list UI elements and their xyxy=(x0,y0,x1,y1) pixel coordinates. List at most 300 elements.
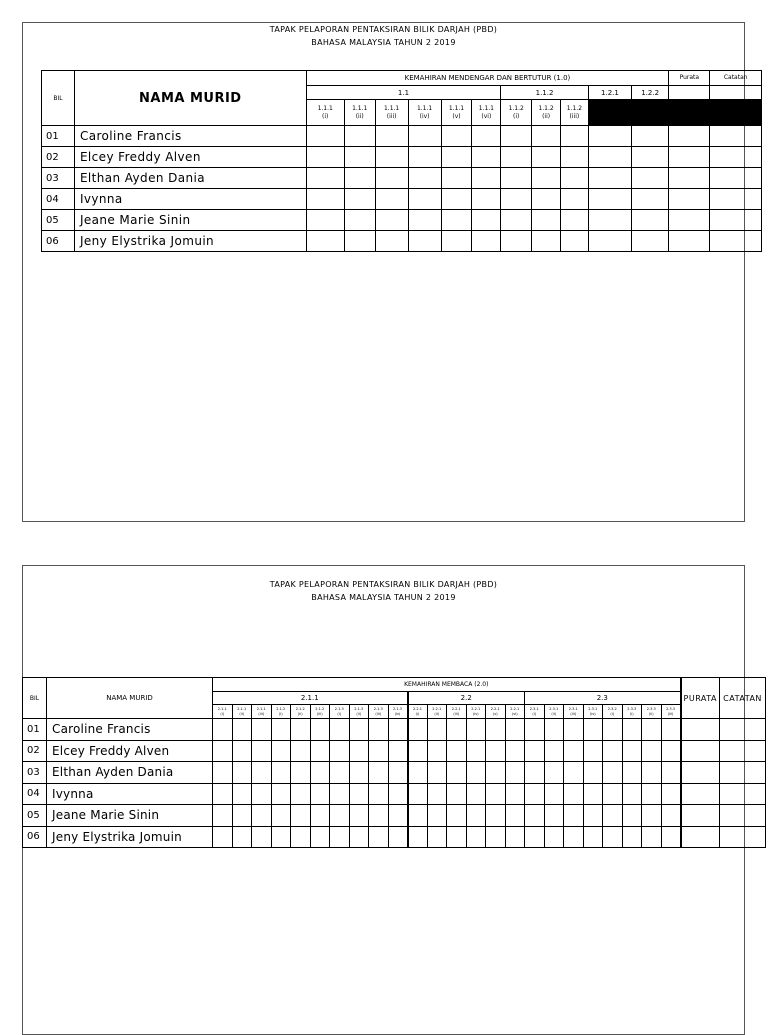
sub-skill-roman: (ii) xyxy=(239,711,245,716)
score-cell[interactable] xyxy=(213,740,233,762)
score-cell[interactable] xyxy=(642,805,662,827)
score-cell[interactable] xyxy=(349,719,369,741)
score-cell[interactable] xyxy=(642,783,662,805)
score-cell[interactable] xyxy=(564,826,584,848)
score-cell[interactable] xyxy=(271,826,291,848)
sub-skill-code: 1.1.2 xyxy=(538,104,554,112)
score-cell[interactable] xyxy=(583,719,603,741)
score-cell[interactable] xyxy=(447,805,467,827)
score-cell[interactable] xyxy=(306,147,344,168)
score-cell[interactable] xyxy=(505,805,525,827)
score-cell[interactable] xyxy=(408,805,428,827)
score-cell[interactable] xyxy=(505,719,525,741)
sub-skill-code: 2.2.1 xyxy=(471,706,481,711)
score-cell[interactable] xyxy=(661,740,681,762)
score-cell[interactable] xyxy=(588,168,631,189)
score-cell[interactable] xyxy=(642,826,662,848)
score-cell[interactable] xyxy=(441,189,472,210)
score-cell[interactable] xyxy=(564,783,584,805)
score-cell[interactable] xyxy=(252,740,272,762)
score-cell[interactable] xyxy=(388,762,408,784)
score-cell[interactable] xyxy=(603,719,623,741)
table-row xyxy=(23,740,766,762)
sub-skill-header xyxy=(310,705,330,719)
sub-skill-code: 2.1.3 xyxy=(354,706,364,711)
score-cell[interactable] xyxy=(588,231,631,252)
score-cell[interactable] xyxy=(408,168,441,189)
score-cell[interactable] xyxy=(447,740,467,762)
score-cell[interactable] xyxy=(561,210,589,231)
score-cell[interactable] xyxy=(310,783,330,805)
table-row xyxy=(42,189,762,210)
score-cell[interactable] xyxy=(603,826,623,848)
score-cell[interactable] xyxy=(501,126,532,147)
score-cell[interactable] xyxy=(622,740,642,762)
sub-skill-code: 1.1.1 xyxy=(317,104,333,112)
score-cell[interactable] xyxy=(501,210,532,231)
score-cell[interactable] xyxy=(375,168,408,189)
sub-skill-roman: (iii) xyxy=(569,112,580,120)
score-cell[interactable] xyxy=(310,740,330,762)
score-cell[interactable] xyxy=(306,231,344,252)
score-cell[interactable] xyxy=(369,783,389,805)
score-cell[interactable] xyxy=(486,719,506,741)
sub-skill-roman: (iv) xyxy=(394,711,401,716)
score-cell[interactable] xyxy=(427,783,447,805)
sub-skill-roman: (iv) xyxy=(472,711,479,716)
group-2-2: 2.2 xyxy=(408,692,525,705)
score-cell[interactable] xyxy=(472,168,501,189)
student-number: 04 xyxy=(23,783,47,805)
score-cell[interactable] xyxy=(603,740,623,762)
score-cell[interactable] xyxy=(427,719,447,741)
score-cell[interactable] xyxy=(720,719,766,741)
score-cell[interactable] xyxy=(472,189,501,210)
score-cell[interactable] xyxy=(427,740,447,762)
student-name: Jeane Marie Sinin xyxy=(47,805,213,827)
score-cell[interactable] xyxy=(232,740,252,762)
score-cell[interactable] xyxy=(375,147,408,168)
score-cell[interactable] xyxy=(330,805,350,827)
score-cell[interactable] xyxy=(588,189,631,210)
score-cell[interactable] xyxy=(466,719,486,741)
score-cell[interactable] xyxy=(669,231,710,252)
score-cell[interactable] xyxy=(669,168,710,189)
score-cell[interactable] xyxy=(271,719,291,741)
score-cell[interactable] xyxy=(532,168,561,189)
score-cell[interactable] xyxy=(661,762,681,784)
title-line-2: BAHASA MALAYSIA TAHUN 2 2019 xyxy=(311,38,456,47)
score-cell[interactable] xyxy=(532,147,561,168)
sub-skill-header xyxy=(408,705,428,719)
sub-skill-code: 2.1.2 xyxy=(295,706,305,711)
sub-skill-roman: (iv) xyxy=(589,711,596,716)
score-cell[interactable] xyxy=(408,231,441,252)
score-cell[interactable] xyxy=(232,783,252,805)
score-cell[interactable] xyxy=(532,210,561,231)
score-cell[interactable] xyxy=(310,719,330,741)
score-cell[interactable] xyxy=(306,189,344,210)
student-number: 03 xyxy=(23,762,47,784)
score-cell[interactable] xyxy=(291,740,311,762)
score-cell[interactable] xyxy=(213,805,233,827)
student-number: 06 xyxy=(23,826,47,848)
score-cell[interactable] xyxy=(388,826,408,848)
score-cell[interactable] xyxy=(486,826,506,848)
shaded-cell xyxy=(588,100,631,126)
sub-skill-roman: (i) xyxy=(220,711,225,716)
report-page-1 xyxy=(22,22,748,522)
score-cell[interactable] xyxy=(661,719,681,741)
score-cell[interactable] xyxy=(408,740,428,762)
sub-skill-header xyxy=(505,705,525,719)
score-cell[interactable] xyxy=(544,740,564,762)
student-name: Jeane Marie Sinin xyxy=(74,210,306,231)
score-cell[interactable] xyxy=(681,762,720,784)
score-cell[interactable] xyxy=(388,719,408,741)
score-cell[interactable] xyxy=(501,168,532,189)
score-cell[interactable] xyxy=(486,762,506,784)
score-cell[interactable] xyxy=(501,147,532,168)
score-cell[interactable] xyxy=(466,783,486,805)
score-cell[interactable] xyxy=(681,719,720,741)
score-cell[interactable] xyxy=(622,762,642,784)
sub-skill-roman: (i) xyxy=(415,711,420,716)
score-cell[interactable] xyxy=(388,805,408,827)
score-cell[interactable] xyxy=(375,126,408,147)
score-cell[interactable] xyxy=(525,740,545,762)
score-cell[interactable] xyxy=(622,719,642,741)
score-cell[interactable] xyxy=(447,719,467,741)
score-cell[interactable] xyxy=(466,805,486,827)
score-cell[interactable] xyxy=(583,740,603,762)
score-cell[interactable] xyxy=(681,783,720,805)
score-cell[interactable] xyxy=(408,126,441,147)
score-cell[interactable] xyxy=(564,740,584,762)
score-cell[interactable] xyxy=(720,762,766,784)
score-cell[interactable] xyxy=(344,189,375,210)
score-cell[interactable] xyxy=(505,762,525,784)
score-cell[interactable] xyxy=(642,740,662,762)
score-cell[interactable] xyxy=(603,805,623,827)
score-cell[interactable] xyxy=(622,826,642,848)
score-cell[interactable] xyxy=(408,210,441,231)
score-cell[interactable] xyxy=(505,740,525,762)
score-cell[interactable] xyxy=(344,231,375,252)
score-cell[interactable] xyxy=(681,740,720,762)
score-cell[interactable] xyxy=(669,189,710,210)
score-cell[interactable] xyxy=(291,783,311,805)
score-cell[interactable] xyxy=(271,740,291,762)
score-cell[interactable] xyxy=(441,210,472,231)
score-cell[interactable] xyxy=(681,826,720,848)
score-cell[interactable] xyxy=(252,826,272,848)
score-cell[interactable] xyxy=(252,805,272,827)
score-cell[interactable] xyxy=(408,189,441,210)
sub-skill-header xyxy=(603,705,623,719)
score-cell[interactable] xyxy=(252,783,272,805)
score-cell[interactable] xyxy=(408,826,428,848)
score-cell[interactable] xyxy=(544,719,564,741)
score-cell[interactable] xyxy=(344,147,375,168)
score-cell[interactable] xyxy=(681,805,720,827)
score-cell[interactable] xyxy=(525,762,545,784)
score-cell[interactable] xyxy=(310,805,330,827)
score-cell[interactable] xyxy=(710,126,762,147)
score-cell[interactable] xyxy=(632,126,669,147)
score-cell[interactable] xyxy=(486,783,506,805)
student-name: Caroline Francis xyxy=(47,719,213,741)
score-cell[interactable] xyxy=(632,189,669,210)
score-cell[interactable] xyxy=(710,147,762,168)
score-cell[interactable] xyxy=(271,805,291,827)
student-number: 02 xyxy=(42,147,75,168)
score-cell[interactable] xyxy=(544,762,564,784)
score-cell[interactable] xyxy=(408,762,428,784)
score-cell[interactable] xyxy=(213,719,233,741)
score-cell[interactable] xyxy=(588,126,631,147)
sub-skill-header xyxy=(544,705,564,719)
score-cell[interactable] xyxy=(720,805,766,827)
student-number: 05 xyxy=(23,805,47,827)
score-cell[interactable] xyxy=(232,826,252,848)
score-cell[interactable] xyxy=(583,805,603,827)
score-cell[interactable] xyxy=(532,231,561,252)
score-cell[interactable] xyxy=(213,762,233,784)
catatan-header: Catatan xyxy=(710,71,762,86)
score-cell[interactable] xyxy=(441,231,472,252)
score-cell[interactable] xyxy=(466,762,486,784)
group-2-1-1: 2.1.1 xyxy=(213,692,408,705)
score-cell[interactable] xyxy=(472,231,501,252)
score-cell[interactable] xyxy=(427,826,447,848)
score-cell[interactable] xyxy=(349,740,369,762)
sub-skill-code: 2.3.3 xyxy=(627,706,637,711)
student-name: Ivynna xyxy=(47,783,213,805)
score-cell[interactable] xyxy=(642,719,662,741)
sub-skill-header xyxy=(642,705,662,719)
name-header: NAMA MURID xyxy=(74,71,306,126)
score-cell[interactable] xyxy=(525,805,545,827)
score-cell[interactable] xyxy=(525,719,545,741)
score-cell[interactable] xyxy=(632,147,669,168)
score-cell[interactable] xyxy=(306,210,344,231)
score-cell[interactable] xyxy=(447,783,467,805)
score-cell[interactable] xyxy=(564,805,584,827)
sub-skill-roman: (iii) xyxy=(386,112,397,120)
score-cell[interactable] xyxy=(447,762,467,784)
sub-skill-header xyxy=(232,705,252,719)
score-cell[interactable] xyxy=(505,783,525,805)
score-cell[interactable] xyxy=(710,168,762,189)
student-number: 04 xyxy=(42,189,75,210)
score-cell[interactable] xyxy=(349,826,369,848)
score-cell[interactable] xyxy=(661,826,681,848)
score-cell[interactable] xyxy=(564,719,584,741)
score-cell[interactable] xyxy=(408,719,428,741)
score-cell[interactable] xyxy=(622,805,642,827)
score-cell[interactable] xyxy=(561,126,589,147)
sub-skill-roman: (i) xyxy=(513,112,520,120)
score-cell[interactable] xyxy=(632,210,669,231)
score-cell[interactable] xyxy=(583,762,603,784)
score-cell[interactable] xyxy=(344,210,375,231)
score-cell[interactable] xyxy=(501,189,532,210)
score-cell[interactable] xyxy=(720,783,766,805)
score-cell[interactable] xyxy=(561,189,589,210)
score-cell[interactable] xyxy=(344,126,375,147)
score-cell[interactable] xyxy=(501,231,532,252)
score-cell[interactable] xyxy=(349,762,369,784)
score-cell[interactable] xyxy=(561,168,589,189)
score-cell[interactable] xyxy=(603,783,623,805)
score-cell[interactable] xyxy=(505,826,525,848)
score-cell[interactable] xyxy=(466,826,486,848)
score-cell[interactable] xyxy=(271,762,291,784)
table-row xyxy=(23,826,766,848)
sub-skill-roman: (ii) xyxy=(434,711,440,716)
score-cell[interactable] xyxy=(369,719,389,741)
score-cell[interactable] xyxy=(588,210,631,231)
score-cell[interactable] xyxy=(349,783,369,805)
score-cell[interactable] xyxy=(291,762,311,784)
score-cell[interactable] xyxy=(564,762,584,784)
sub-skill-roman: (i) xyxy=(629,711,634,716)
score-cell[interactable] xyxy=(561,147,589,168)
table-row xyxy=(23,719,766,741)
title-line-2: BAHASA MALAYSIA TAHUN 2 2019 xyxy=(311,593,456,602)
sub-skill-code: 2.2.1 xyxy=(451,706,461,711)
score-cell[interactable] xyxy=(232,805,252,827)
score-cell[interactable] xyxy=(544,783,564,805)
score-cell[interactable] xyxy=(603,762,623,784)
score-cell[interactable] xyxy=(661,783,681,805)
score-cell[interactable] xyxy=(642,762,662,784)
score-cell[interactable] xyxy=(661,805,681,827)
score-cell[interactable] xyxy=(472,126,501,147)
score-cell[interactable] xyxy=(369,762,389,784)
sub-skill-header xyxy=(330,705,350,719)
score-cell[interactable] xyxy=(306,168,344,189)
score-cell[interactable] xyxy=(291,719,311,741)
score-cell[interactable] xyxy=(306,126,344,147)
score-cell[interactable] xyxy=(369,826,389,848)
score-cell[interactable] xyxy=(669,210,710,231)
score-cell[interactable] xyxy=(310,762,330,784)
score-cell[interactable] xyxy=(213,826,233,848)
score-cell[interactable] xyxy=(632,168,669,189)
score-cell[interactable] xyxy=(427,762,447,784)
score-cell[interactable] xyxy=(441,126,472,147)
student-number: 01 xyxy=(42,126,75,147)
table-row xyxy=(42,126,762,147)
score-cell[interactable] xyxy=(632,231,669,252)
sub-skill-code: 2.3.1 xyxy=(588,706,598,711)
score-cell[interactable] xyxy=(532,126,561,147)
sub-skill-header xyxy=(532,100,561,126)
sub-skill-roman: (vi) xyxy=(481,112,492,120)
score-cell[interactable] xyxy=(447,826,467,848)
score-cell[interactable] xyxy=(669,126,710,147)
score-cell[interactable] xyxy=(408,783,428,805)
sub-skill-roman: (iii) xyxy=(570,711,577,716)
score-cell[interactable] xyxy=(252,762,272,784)
student-name: Elthan Ayden Dania xyxy=(74,168,306,189)
score-cell[interactable] xyxy=(291,805,311,827)
score-cell[interactable] xyxy=(330,719,350,741)
score-cell[interactable] xyxy=(544,826,564,848)
score-cell[interactable] xyxy=(271,783,291,805)
score-cell[interactable] xyxy=(330,826,350,848)
score-cell[interactable] xyxy=(369,740,389,762)
score-cell[interactable] xyxy=(232,719,252,741)
score-cell[interactable] xyxy=(213,783,233,805)
score-cell[interactable] xyxy=(408,147,441,168)
score-cell[interactable] xyxy=(583,783,603,805)
score-cell[interactable] xyxy=(330,762,350,784)
score-cell[interactable] xyxy=(388,783,408,805)
score-cell[interactable] xyxy=(375,231,408,252)
score-cell[interactable] xyxy=(349,805,369,827)
score-cell[interactable] xyxy=(369,805,389,827)
student-name: Ivynna xyxy=(74,189,306,210)
score-cell[interactable] xyxy=(375,210,408,231)
score-cell[interactable] xyxy=(622,783,642,805)
sub-skill-header xyxy=(583,705,603,719)
score-cell[interactable] xyxy=(375,189,408,210)
score-cell[interactable] xyxy=(330,783,350,805)
score-cell[interactable] xyxy=(710,210,762,231)
score-cell[interactable] xyxy=(720,826,766,848)
score-cell[interactable] xyxy=(588,147,631,168)
score-cell[interactable] xyxy=(532,189,561,210)
score-cell[interactable] xyxy=(427,805,447,827)
table-row xyxy=(23,783,766,805)
score-cell[interactable] xyxy=(669,147,710,168)
score-cell[interactable] xyxy=(466,740,486,762)
score-cell[interactable] xyxy=(344,168,375,189)
table-row xyxy=(42,210,762,231)
score-cell[interactable] xyxy=(486,740,506,762)
score-cell[interactable] xyxy=(388,740,408,762)
score-cell[interactable] xyxy=(544,805,564,827)
sub-skill-roman: (iii) xyxy=(453,711,460,716)
score-cell[interactable] xyxy=(472,147,501,168)
score-cell[interactable] xyxy=(310,826,330,848)
score-cell[interactable] xyxy=(720,740,766,762)
score-cell[interactable] xyxy=(472,210,501,231)
student-name: Elthan Ayden Dania xyxy=(47,762,213,784)
score-cell[interactable] xyxy=(710,189,762,210)
score-cell[interactable] xyxy=(291,826,311,848)
score-cell[interactable] xyxy=(232,762,252,784)
sub-skill-header xyxy=(661,705,681,719)
score-cell[interactable] xyxy=(561,231,589,252)
page-title xyxy=(23,578,744,604)
score-cell[interactable] xyxy=(710,231,762,252)
score-cell[interactable] xyxy=(525,826,545,848)
score-cell[interactable] xyxy=(525,783,545,805)
score-cell[interactable] xyxy=(441,147,472,168)
sub-skill-code: 2.2.1 xyxy=(432,706,442,711)
sub-skill-header xyxy=(306,100,344,126)
score-cell[interactable] xyxy=(583,826,603,848)
score-cell[interactable] xyxy=(330,740,350,762)
score-cell[interactable] xyxy=(486,805,506,827)
sub-skill-roman: (iii) xyxy=(375,711,382,716)
score-cell[interactable] xyxy=(252,719,272,741)
score-cell[interactable] xyxy=(441,168,472,189)
